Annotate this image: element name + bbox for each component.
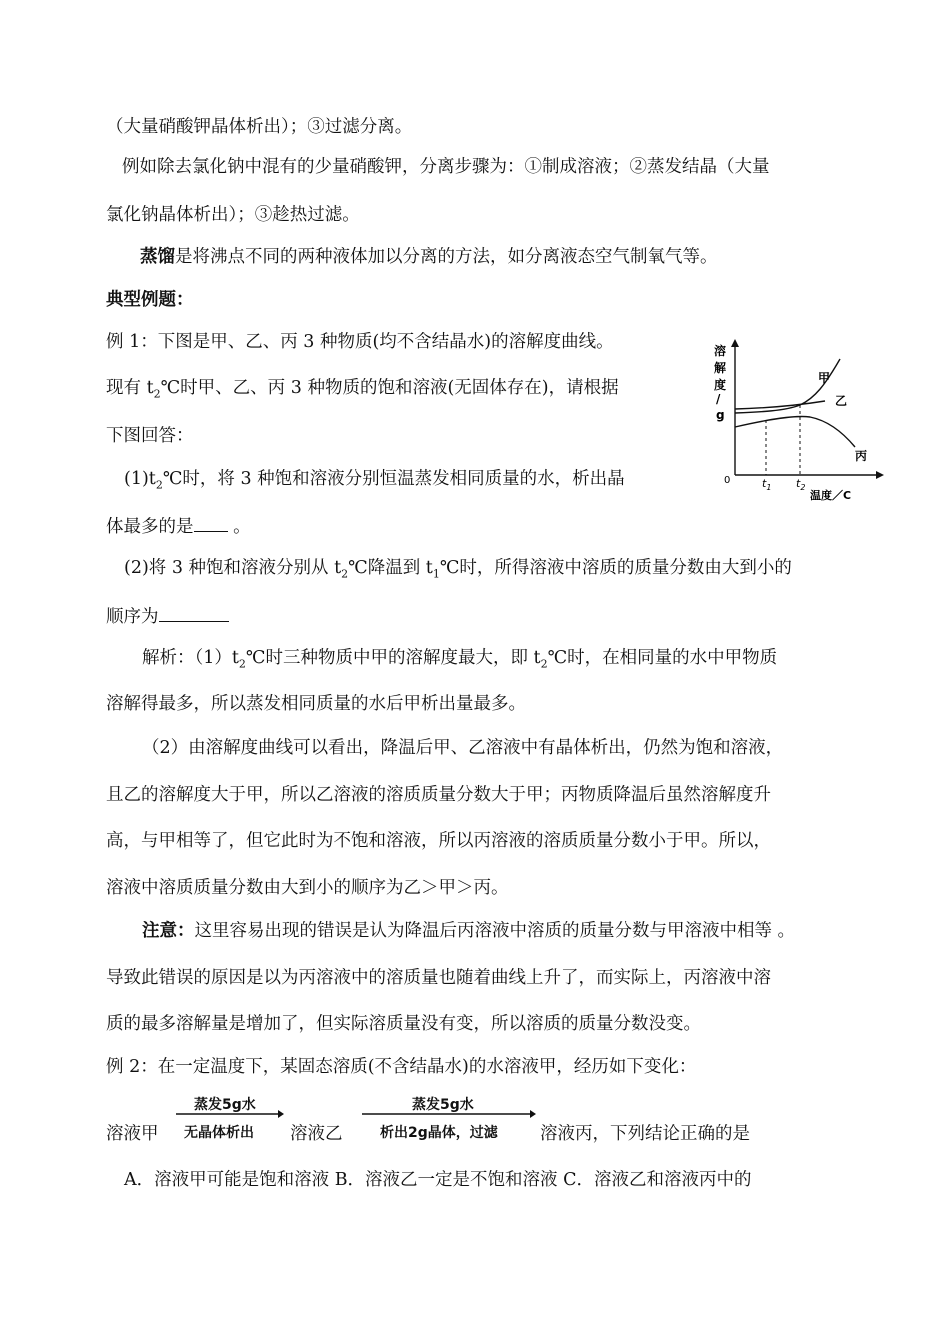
note-label: 注意： bbox=[142, 921, 195, 941]
solution-a-label: 溶液甲 bbox=[106, 1124, 159, 1144]
chart-ylabel-4: / bbox=[716, 392, 721, 406]
arrow-step-1 bbox=[166, 1090, 284, 1146]
question-2c: ℃时，所得溶液中溶质的质量分数由大到小的 bbox=[439, 558, 792, 578]
analysis-line-6: 溶液中溶质质量分数由大到小的顺序为乙＞甲＞丙。 bbox=[106, 878, 509, 898]
chart-ylabel-5: g bbox=[716, 408, 725, 422]
arrow-2-top-label: 蒸发5g水 bbox=[412, 1097, 474, 1113]
solution-c-text: 溶液丙，下列结论正确的是 bbox=[540, 1124, 750, 1144]
analysis-line-2: 溶解得最多，所以蒸发相同质量的水后甲析出量最多。 bbox=[106, 694, 526, 714]
text-line-7b: ℃时甲、乙、丙 3 种物质的饱和溶液(无固体存在)，请根据 bbox=[160, 378, 619, 398]
chart-origin-label: 0 bbox=[724, 475, 731, 486]
solution-b-label: 溶液乙 bbox=[290, 1124, 343, 1144]
series-bing-curve bbox=[735, 416, 855, 447]
note-line-1 bbox=[142, 919, 795, 943]
example-2-intro: 例 2：在一定温度下，某固态溶质(不含结晶水)的水溶液甲，经历如下变化： bbox=[106, 1057, 697, 1077]
question-1 bbox=[124, 467, 625, 498]
text-line-12 bbox=[106, 603, 229, 629]
text-line-12a: 顺序为 bbox=[106, 607, 159, 627]
section-heading-examples: 典型例题： bbox=[106, 290, 194, 310]
answer-blank-2[interactable] bbox=[159, 603, 229, 622]
text-line-10-end: 。 bbox=[227, 517, 251, 537]
question-2a: (2)将 3 种饱和溶液分别从 t bbox=[124, 558, 342, 578]
question-1a: (1)t bbox=[124, 469, 156, 489]
analysis-1b: ℃时三种物质中甲的溶解度最大，即 t bbox=[245, 648, 541, 668]
analysis-line-4: 且乙的溶解度大于甲，所以乙溶液的溶质质量分数大于甲；丙物质降温后虽然溶解度升 bbox=[106, 785, 771, 805]
t2-subscript: 2 bbox=[153, 387, 161, 401]
question-1b: ℃时，将 3 种饱和溶液分别恒温蒸发相同质量的水，析出晶 bbox=[162, 469, 625, 489]
question-2-sub1: 2 bbox=[341, 567, 349, 581]
series-bing-label: 丙 bbox=[855, 449, 868, 463]
series-jia-label: 甲 bbox=[818, 371, 831, 385]
text-line-4 bbox=[140, 245, 718, 269]
note-line-1-rest: 这里容易出现的错误是认为降温后丙溶液中溶质的质量分数与甲溶液中相等 。 bbox=[194, 921, 796, 941]
text-line-10a: 体最多的是 bbox=[106, 517, 194, 537]
question-1-sub: 2 bbox=[155, 478, 163, 492]
text-line-4-rest: 是将沸点不同的两种液体加以分离的方法，如分离液态空气制氧气等。 bbox=[175, 247, 718, 267]
chart-ylabel-3: 度 bbox=[714, 378, 727, 392]
analysis-1-sub2: 2 bbox=[540, 657, 548, 671]
term-distillation: 蒸馏 bbox=[140, 247, 175, 267]
text-line-3: 氯化钠晶体析出）；③趁热过滤。 bbox=[106, 205, 360, 225]
text-line-1: （大量硝酸钾晶体析出）；③过滤分离。 bbox=[106, 117, 413, 137]
analysis-line-5: 高，与甲相等了，但它此时为不饱和溶液，所以丙溶液的溶质质量分数小于甲。所以， bbox=[106, 831, 771, 851]
answer-blank-1[interactable] bbox=[194, 513, 228, 532]
options-line: A．溶液甲可能是饱和溶液 B．溶液乙一定是不饱和溶液 C．溶液乙和溶液丙中的 bbox=[124, 1170, 752, 1190]
analysis-line-3: （2）由溶解度曲线可以看出，降温后甲、乙溶液中有晶体析出，仍然为饱和溶液， bbox=[142, 738, 784, 758]
analysis-1c: ℃时，在相同量的水中甲物质 bbox=[547, 648, 778, 668]
series-yi-label: 乙 bbox=[835, 394, 848, 408]
tick-t2: $t_2$ bbox=[796, 477, 806, 492]
arrow-2-bottom-label: 析出2g晶体，过滤 bbox=[380, 1125, 498, 1141]
note-line-2: 导致此错误的原因是以为丙溶液中的溶质量也随着曲线上升了，而实际上，丙溶液中溶 bbox=[106, 968, 771, 988]
chart-y-axis-arrow bbox=[731, 339, 739, 347]
chart-xlabel: 温度／C bbox=[810, 489, 852, 502]
text-line-2: 例如除去氯化钠中混有的少量硝酸钾，分离步骤为：①制成溶液；②蒸发结晶（大量 bbox=[122, 157, 770, 177]
analysis-1a: 解析：（1）t bbox=[142, 648, 239, 668]
text-line-7 bbox=[106, 376, 619, 407]
analysis-line-1 bbox=[142, 646, 777, 677]
example-1-intro: 例 1：下图是甲、乙、丙 3 种物质(均不含结晶水)的溶解度曲线。 bbox=[106, 332, 614, 352]
arrow-1-top-label: 蒸发5g水 bbox=[194, 1097, 256, 1113]
text-line-8: 下图回答： bbox=[106, 426, 194, 446]
arrow-step-2 bbox=[358, 1090, 536, 1146]
solubility-chart bbox=[700, 335, 900, 510]
tick-t1: $t_1$ bbox=[762, 477, 772, 492]
text-line-10 bbox=[106, 513, 251, 539]
note-line-3: 质的最多溶解量是增加了，但实际溶质量没有变，所以溶质的质量分数没变。 bbox=[106, 1014, 701, 1034]
series-yi-curve bbox=[735, 401, 825, 409]
series-jia-curve bbox=[735, 359, 840, 413]
arrow-1-bottom-label: 无晶体析出 bbox=[184, 1125, 254, 1141]
chart-ylabel-1: 溶 bbox=[714, 344, 727, 358]
text-line-7a: 现有 t bbox=[106, 378, 154, 398]
chart-x-axis-arrow bbox=[876, 471, 884, 479]
question-2b: ℃降温到 t bbox=[348, 558, 433, 578]
chart-ylabel-2: 解 bbox=[714, 361, 727, 375]
analysis-1-sub1: 2 bbox=[238, 657, 246, 671]
question-2-sub2: 1 bbox=[432, 567, 440, 581]
question-2 bbox=[124, 556, 792, 587]
